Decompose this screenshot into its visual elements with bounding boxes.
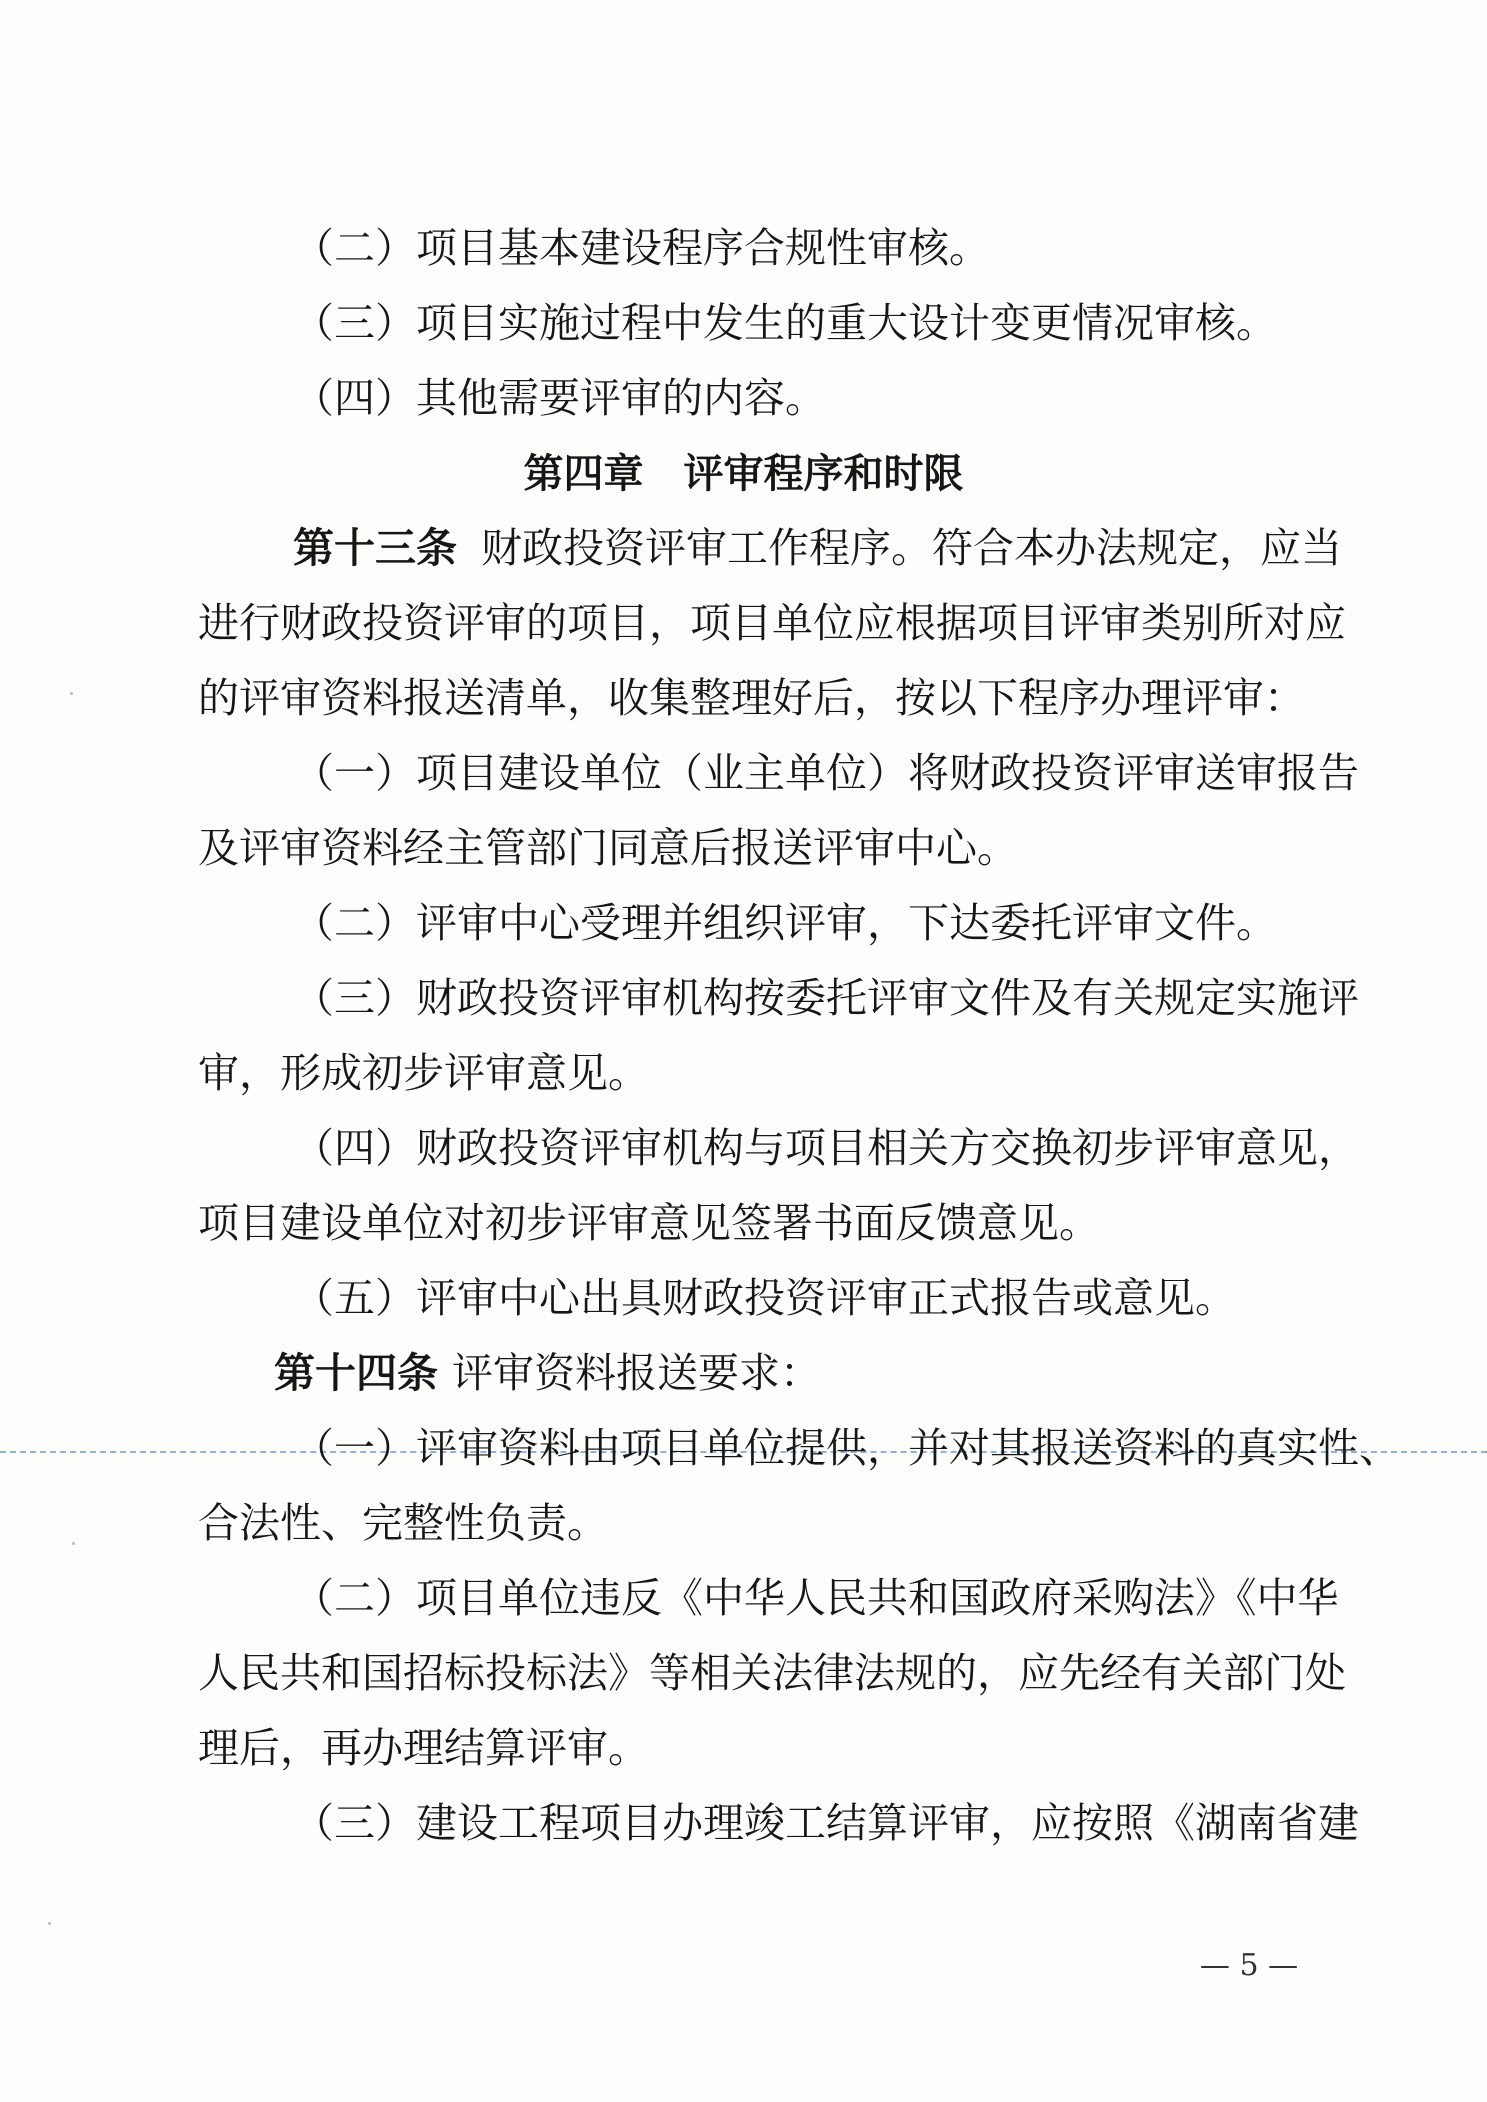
article-14-text: 评审资料报送要求： [452,1349,821,1397]
paragraph-line: 及评审资料经主管部门同意后报送评审中心。 [198,824,1018,872]
paragraph-line: （三）财政投资评审机构按委托评审文件及有关规定实施评 [293,974,1359,1022]
chapter-title: 评审程序和时限 [683,451,964,497]
paragraph-line: （二）项目单位违反《中华人民共和国政府采购法》《中华 [293,1574,1339,1622]
paragraph-line: 审，形成初步评审意见。 [198,1049,649,1097]
paragraph-line: （三）建设工程项目办理竣工结算评审，应按照《湖南省建 [293,1799,1359,1847]
article-14-line [274,1347,821,1399]
scan-speck [72,1542,75,1545]
paragraph-line: 人民共和国招标投标法》等相关法律法规的，应先经有关部门处 [198,1649,1346,1697]
paragraph-line: 合法性、完整性负责。 [198,1499,608,1547]
paragraph-line: （五）评审中心出具财政投资评审正式报告或意见。 [293,1274,1236,1322]
article-13-line [293,522,1342,574]
article-13-text: 财政投资评审工作程序。符合本办法规定，应当 [481,524,1342,572]
article-14-label: 第十四条 [274,1349,438,1397]
scan-speck [48,1922,51,1925]
paragraph-line: 项目建设单位对初步评审意见签署书面反馈意见。 [198,1199,1100,1247]
paragraph-line: （四）其他需要评审的内容。 [293,374,826,422]
article-13-label: 第十三条 [293,524,457,572]
chapter-heading [0,448,1487,500]
paragraph-line: （二）项目基本建设程序合规性审核。 [293,224,990,272]
paragraph-line: 进行财政投资评审的项目，项目单位应根据项目评审类别所对应 [198,599,1346,647]
paragraph-line: （二）评审中心受理并组织评审，下达委托评审文件。 [293,899,1277,947]
paragraph-line: （四）财政投资评审机构与项目相关方交换初步评审意见， [293,1124,1359,1172]
scan-speck [70,692,73,695]
chapter-number: 第四章 [523,451,644,497]
page-number: — 5 — [1199,1948,1299,1983]
paragraph-line: （三）项目实施过程中发生的重大设计变更情况审核。 [293,299,1277,347]
paragraph-line: （一）评审资料由项目单位提供，并对其报送资料的真实性、 [293,1424,1400,1472]
paragraph-line: 的评审资料报送清单，收集整理好后，按以下程序办理评审： [198,674,1305,722]
paragraph-line: （一）项目建设单位（业主单位）将财政投资评审送审报告 [293,749,1359,797]
paragraph-line: 理后，再办理结算评审。 [198,1724,649,1772]
